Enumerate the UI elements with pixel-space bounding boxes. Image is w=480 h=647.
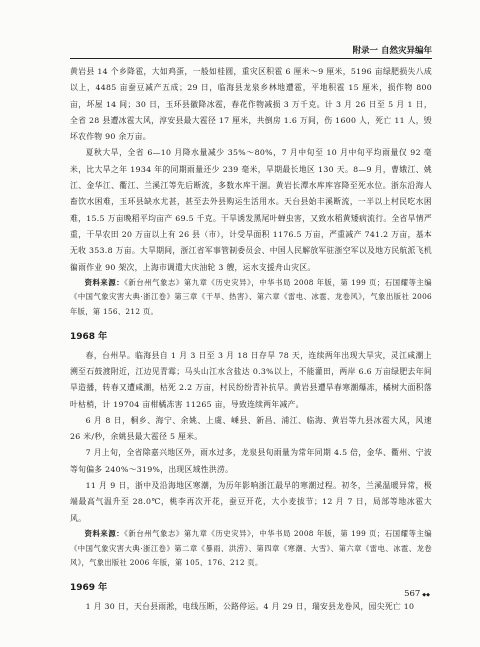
paragraph-1968-3: 7 月上旬，全省除嘉兴地区外，雨水过多，龙泉县旬雨量为常年同期 4.5 倍，金华、衢州、宁波等旬偏多 240%～319%，出现区域性洪涝。 — [70, 448, 432, 474]
page-ornament-icon: ◆◆ — [422, 592, 430, 598]
page-number — [404, 589, 430, 599]
page-number-text: 567 — [404, 589, 421, 599]
source-note-1968 — [70, 527, 432, 571]
paragraph-1967-1: 黄岩县 14 个乡降雹，大如鸡蛋，一般如桂圆，重灾区积雹 6 厘米～9 厘米，5196 亩绿肥损失八成以上，4485 亩蚕豆减产五成；29 日，临海县龙泉乡林地遭雹，平地积雹 15 厘米，损作物 800 亩，坏屋 14 间；30 日，玉环县徽降冰雹，春花作物减损 3 万千克。计 3 月 26 日至 5 月 1 日，全省 28 县遭冰雹大风，淳安县最大雹径 17 厘米，共倒房 1.6 万间，伤 1600 人，死亡 11 人，毁坏农作物 90 余万亩。 — [70, 67, 432, 142]
paragraph-1969-1: 1 月 30 日，天台县雨淞，电线压断，公路停运。4 月 29 日，瑞安县龙卷风，园尖死亡 10 — [85, 601, 415, 611]
source-label: 资料来源： — [84, 277, 125, 287]
paragraph-1968-1: 春，台州旱。临海县自 1 月 3 日至 3 月 18 日存旱 78 天，连续两年出现大旱灾，灵江咸潮上溯至石鼓渡附近，江边见青霉；马头山江水含盐达 0.3%以上，不能灌田，两岸 6.6 万亩绿肥去年间旱造播，转春又遭咸潮，枯死 2.2 万亩，村民纷纷青补抗旱。黄岩县遭旱春寒潮爆冻，橘树大面积落叶枯梢，计 19704 亩柑橘冻害 11265 亩，导致连续两年减产。 — [70, 350, 432, 409]
year-heading-1968: 1968 年 — [70, 331, 108, 342]
source-label: 资料来源： — [84, 528, 125, 538]
year-heading-1969: 1969 年 — [70, 582, 108, 593]
running-header: 附录一 自然灾异编年 — [352, 46, 432, 56]
source-text: 《新台州气象志》第九章《历史灾异》，中华书局 2008 年版，第 199 页；石国耀等主编《中国气象灾害大典·浙江卷》第三章《干旱、热害》、第六章《雷电、冰雹、龙卷风》，气象出版社 2006 年版，第 156、212 页。 — [70, 277, 432, 317]
page-body — [70, 64, 432, 615]
header-rule — [70, 58, 432, 59]
paragraph-1967-2: 夏秋大旱，全省 6—10 月降水量减少 35%～80%，7 月中旬至 10 月中旬平均雨量仅 92 毫米，比大旱之年 1934 年的同期雨量还少 239 毫米，旱期最长地区 130 天。8—9 月，曹娥江、姚江、金华江、衢江、兰溪江等先后断流，多数水库干涸。黄岩长潭水库库容降至死水位。浙东沿海人畜饮水困难，玉环县缺水尤甚，甚至去外县购运生活用水。天台县始丰溪断流，一半以上村民吃水困难，15.5 万亩晚稻平均亩产 69.5 千克。干旱诱发黑尾叶蝉虫害，又致水稻黄矮病流行。全省旱情严重，干旱农田 20 万亩以上有 26 县（市），计受旱面积 1176.5 万亩，严重减产 741.2 万亩，基本无收 353.8 万亩。大旱期间，浙江省军事管制委员会、中国人民解放军驻浙空军以及地方民航派飞机徧雨作业 90 架次，上海市调遣大庆油轮 3 艘，运水支援舟山灾区。 — [70, 148, 432, 272]
source-note-1967 — [70, 276, 432, 320]
paragraph-1968-2: 6 月 8 日，桐乡、海宁、余姚、上虞、嵊县、新昌、浦江、临海、黄岩等九县冰雹大风，风速 26 米/秒，余姚县最大雹径 5 厘米。 — [70, 415, 432, 442]
paragraph-1968-4: 11 月 9 日，浙中及沿海地区寒潮，为历年影响浙江最早的寒潮过程。初冬，兰溪温暖异常，极端最高气温升至 28.0℃，桃李再次开花，蚕豆开花，大小麦拔节；12 月 7 日，局部等地冰雹大风。 — [70, 481, 432, 523]
source-text: 《新台州气象志》第九章《历史灾异》，中华书局 2008 年版，第 199 页；石国耀等主编《中国气象灾害大典·浙江卷》第二章《暴雨、洪涝》、第四章《寒潮、大雪》、第六章《雷电、冰雹、龙卷风》，气象出版社 2006 年版，第 105、176、212 页。 — [70, 528, 432, 568]
